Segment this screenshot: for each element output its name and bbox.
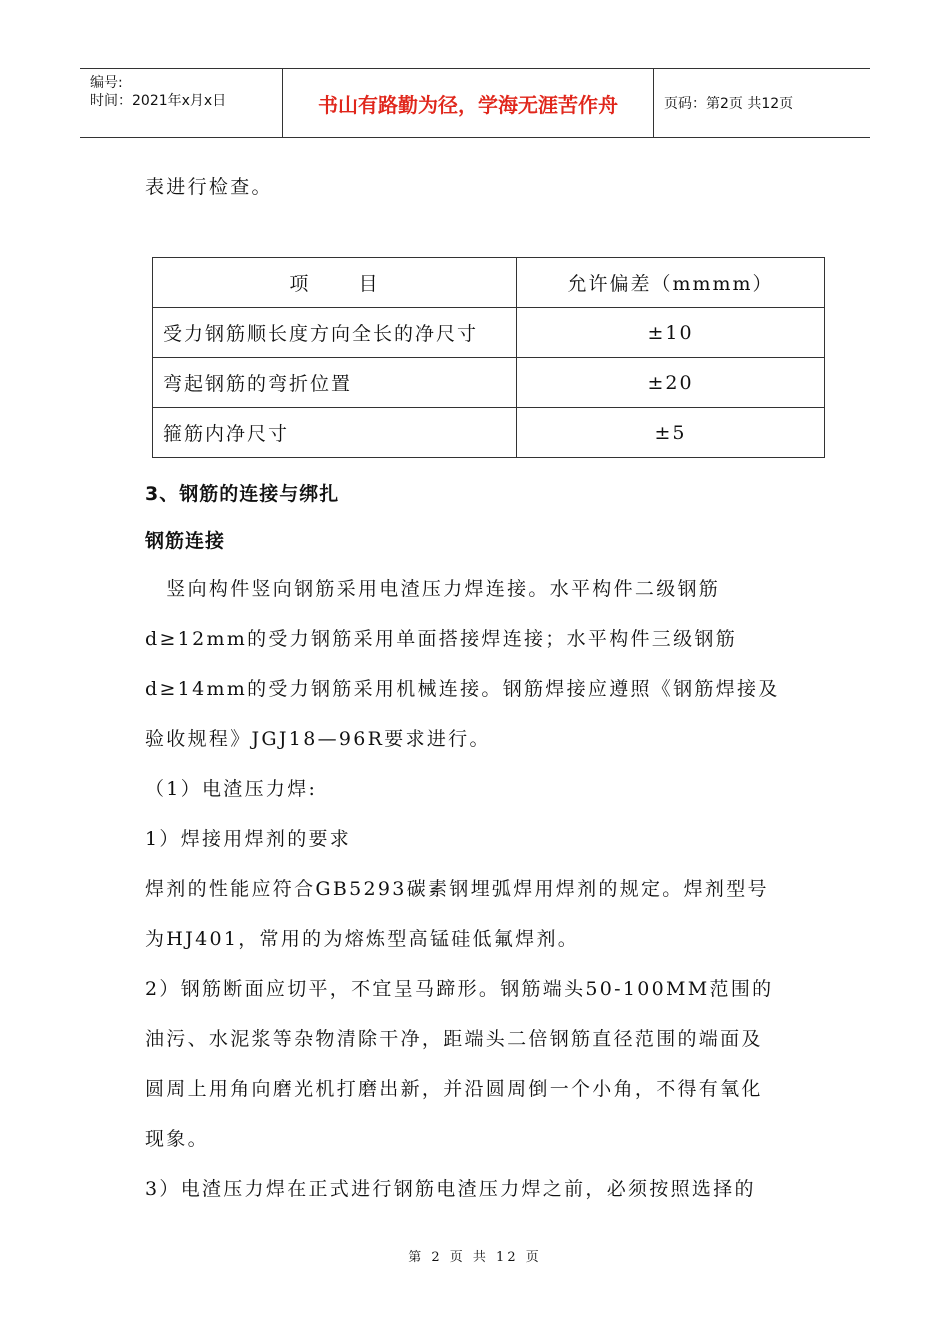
section-heading: 3、钢筋的连接与绑扎: [145, 483, 340, 505]
paragraph-line: d≥12mm的受力钢筋采用单面搭接焊连接；水平构件三级钢筋: [145, 628, 737, 650]
page-footer: 第 2 页 共 12 页: [408, 1250, 542, 1265]
paragraph-line: 圆周上用角向磨光机打磨出新，并沿圆周倒一个小角，不得有氧化: [145, 1078, 763, 1100]
paragraph-line: 2）钢筋断面应切平，不宜呈马蹄形。钢筋端头50-100MM范围的: [145, 978, 774, 1000]
table-cell-tolerance: ±20: [517, 358, 825, 408]
paragraph-line: 为HJ401，常用的为熔炼型高锰硅低氟焊剂。: [145, 928, 580, 950]
table-cell-tolerance: ±10: [517, 308, 825, 358]
table-row: [153, 308, 825, 358]
table-header-item: 项 目: [153, 258, 517, 308]
paragraph-line: 竖向构件竖向钢筋采用电渣压力焊连接。水平构件二级钢筋: [145, 578, 721, 600]
table-cell-item: 弯起钢筋的弯折位置: [153, 358, 517, 408]
table-cell-item: 受力钢筋顺长度方向全长的净尺寸: [153, 308, 517, 358]
document-time-label: 时间：2021年x月x日: [90, 93, 227, 109]
paragraph-line: （1）电渣压力焊:: [145, 778, 318, 800]
document-number-label: 编号:: [90, 75, 123, 91]
page-header: [80, 68, 870, 138]
table-header-row: [153, 258, 825, 308]
header-motto: 书山有路勤为径，学海无涯苦作舟: [282, 69, 654, 137]
header-meta: [90, 69, 285, 137]
paragraph-line: 验收规程》JGJ18—96R要求进行。: [145, 728, 491, 750]
paragraph-line: 3）电渣压力焊在正式进行钢筋电渣压力焊之前，必须按照选择的: [145, 1178, 756, 1200]
paragraph-line: 1）焊接用焊剂的要求: [145, 828, 352, 850]
paragraph-line: 焊剂的性能应符合GB5293碳素钢埋弧焊用焊剂的规定。焊剂型号: [145, 878, 769, 900]
paragraph-line: 现象。: [145, 1128, 209, 1150]
paragraph-line: d≥14mm的受力钢筋采用机械连接。钢筋焊接应遵照《钢筋焊接及: [145, 678, 780, 700]
tolerance-table: [152, 257, 825, 458]
subheading: 钢筋连接: [145, 530, 226, 552]
table-cell-item: 箍筋内净尺寸: [153, 408, 517, 458]
intro-line: 表进行检查。: [145, 176, 273, 198]
header-page-code: 页码：第2页 共12页: [664, 96, 794, 112]
table-cell-tolerance: ±5: [517, 408, 825, 458]
table-row: [153, 358, 825, 408]
paragraph-line: 油污、水泥浆等杂物清除干净，距端头二倍钢筋直径范围的端面及: [145, 1028, 763, 1050]
table-row: [153, 408, 825, 458]
table-header-tolerance: 允许偏差（mmmm）: [517, 258, 825, 308]
